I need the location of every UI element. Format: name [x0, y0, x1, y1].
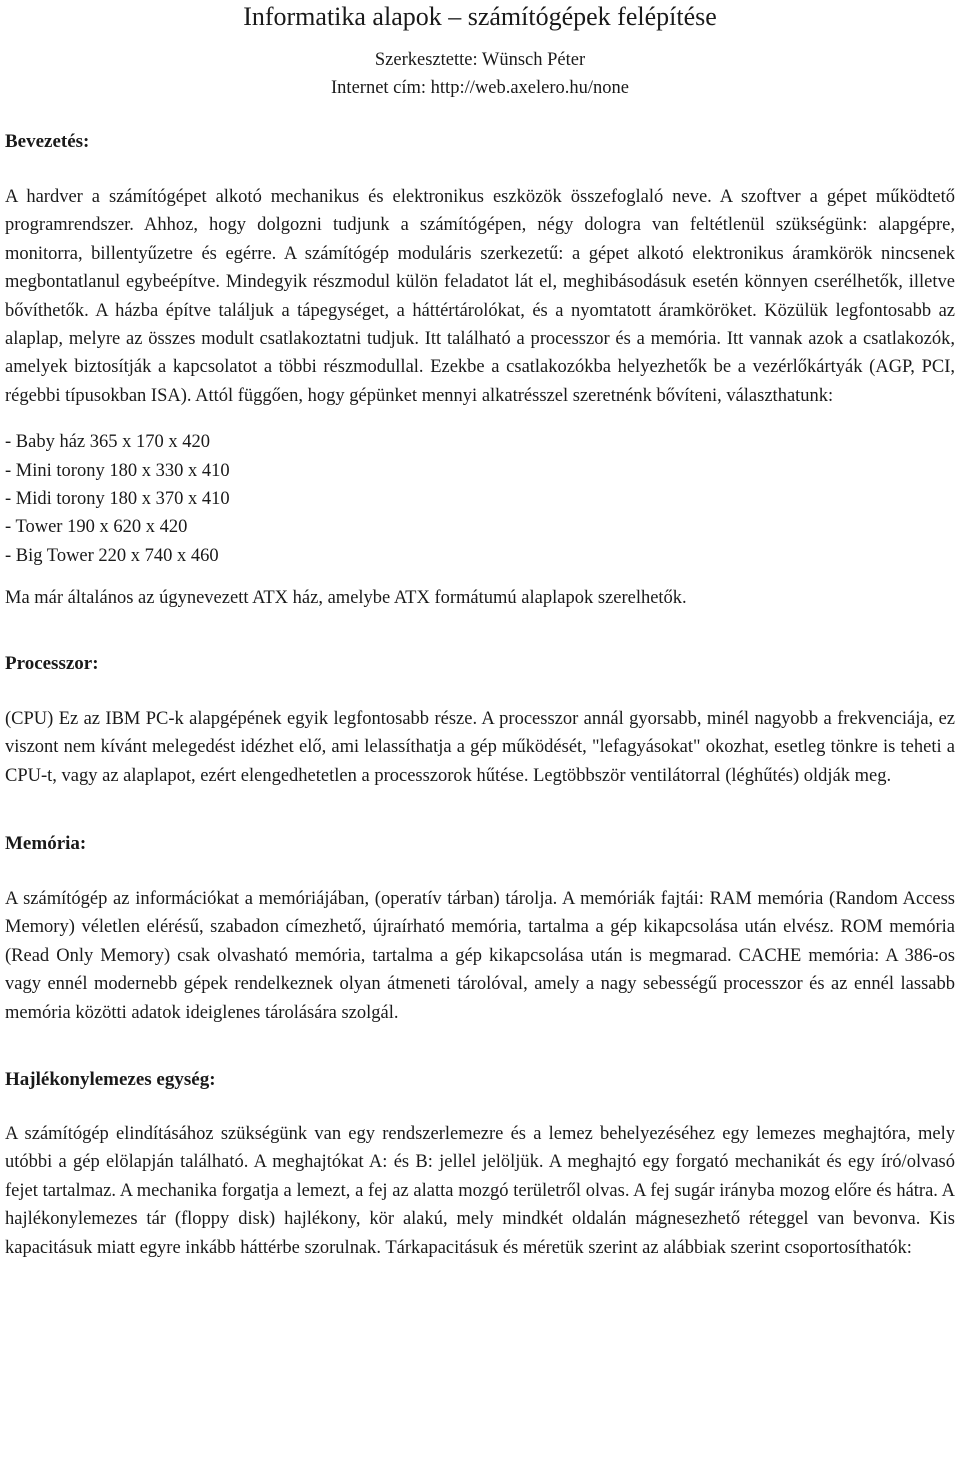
- list-item: - Big Tower 220 x 740 x 460: [5, 545, 219, 566]
- list-item: - Mini torony 180 x 330 x 410: [5, 460, 230, 481]
- internet-address-line: Internet cím: http://web.axelero.hu/none: [331, 78, 629, 98]
- editor-line: Szerkesztette: Wünsch Péter: [374, 50, 586, 70]
- document-meta: [5, 46, 955, 102]
- section-heading-floppy: Hajlékonylemezes egység:: [5, 1068, 216, 1090]
- document-page: [5, 0, 955, 1262]
- intro-paragraph: A hardver a számítógépet alkotó mechanikus és elektronikus eszközök összefoglaló neve. A szoftver a gépet működtető programrendszer. Ahhoz, hogy dolgozni tudjunk a számítógépen, négy dologra van feltétlenül szükségünk: alapgépre, monitorra, billentyűzetre és egérre. A számítógép moduláris szerkezetű: a gépet alkotó elektronikus áramkörök nincsenek megbontatlanul egybeépítve. Mindegyik részmodul külön feladatot lát el, meghibásodásuk esetén könnyen cserélhetők, illetve bővíthetők. A házba építve találjuk a tápegységet, a háttértárolókat, és a nyomtatott áramköröket. Közülük legfontosabb az alaplap, melyre az összes modult csatlakoztatni tudjuk. Itt található a processzor és a memória. Itt vannak azok a csatlakozók, amelyek biztosítják a kapcsolatot a többi részmodullal. Ezekbe a csatlakozókba helyezhetők be a vezérlőkártyák (AGP, PCI, régebbi típusokban ISA). Attól függően, hogy gépünket mennyi alkatrésszel szeretnénk bővíteni, választhatunk:: [5, 187, 955, 406]
- floppy-paragraph: A számítógép elindításához szükségünk van egy rendszerlemezre és a lemez behelyezéséhez egy lemezes meghajtóra, mely utóbbi a gép elölapján található. A meghajtókat A: és B: jellel jelöljük. A meghajtó egy forgató mechanikát és egy író/olvasó fejet tartalmaz. A mechanika forgatja a lemezt, a fej az alatta mozgó területről olvas. A fej sugár irányba mozog előre és hátra. A hajlékonylemezes tár (floppy disk) hajlékony, kör alakú, mely mindkét oldalán mágnesezhető réteggel van bevonva. Kis kapacitásuk miatt egyre inkább háttérbe szorulnak. Tárkapacitásuk és méretük szerint az alábbiak szerint csoportosíthatók:: [5, 1123, 955, 1258]
- memory-paragraph: A számítógép az információkat a memóriájában, (operatív tárban) tárolja. A memóriák fajtái: RAM memória (Random Access Memory) véletlen elérésű, szabadon címezhető, újraírható memória, tartalma a gép kikapcsolása után elvész. ROM memória (Read Only Memory) csak olvasható memória, tartalma a gép kikapcsolása után is megmarad. CACHE memória: A 386-os vagy ennél modernebb gépek rendelkeznek olyan átmeneti tárolóval, amely a nagy sebességű processzor és az ennél lassabb memória közötti adatok ideiglenes tárolására szolgál.: [5, 888, 955, 1023]
- section-heading-cpu: Processzor:: [5, 652, 99, 674]
- list-item: - Midi torony 180 x 370 x 410: [5, 489, 230, 510]
- list-item: - Tower 190 x 620 x 420: [5, 517, 188, 538]
- cpu-paragraph: (CPU) Ez az IBM PC-k alapgépének egyik legfontosabb része. A processzor annál gyorsabb, minél nagyobb a frekvenciája, ez viszont nem kívánt melegedést idézhet elő, ami lelassíthatja a gép működését, "lefagyásokat" okozhat, esetleg tönkre is teheti a CPU-t, vagy az alaplapot, ezért elengedhetetlen a processzorok hűtése. Legtöbbször ventilátorral (léghűtés) oldják meg.: [5, 708, 955, 786]
- section-heading-memory: Memória:: [5, 832, 87, 854]
- atx-paragraph: Ma már általános az úgynevezett ATX ház, amelybe ATX formátumú alaplapok szerelhetők.: [5, 588, 687, 609]
- list-item: - Baby ház 365 x 170 x 420: [5, 432, 211, 453]
- document-title: Informatika alapok – számítógépek felépítése: [243, 2, 717, 31]
- section-heading-intro: Bevezetés:: [5, 131, 90, 152]
- case-size-list: [5, 428, 955, 570]
